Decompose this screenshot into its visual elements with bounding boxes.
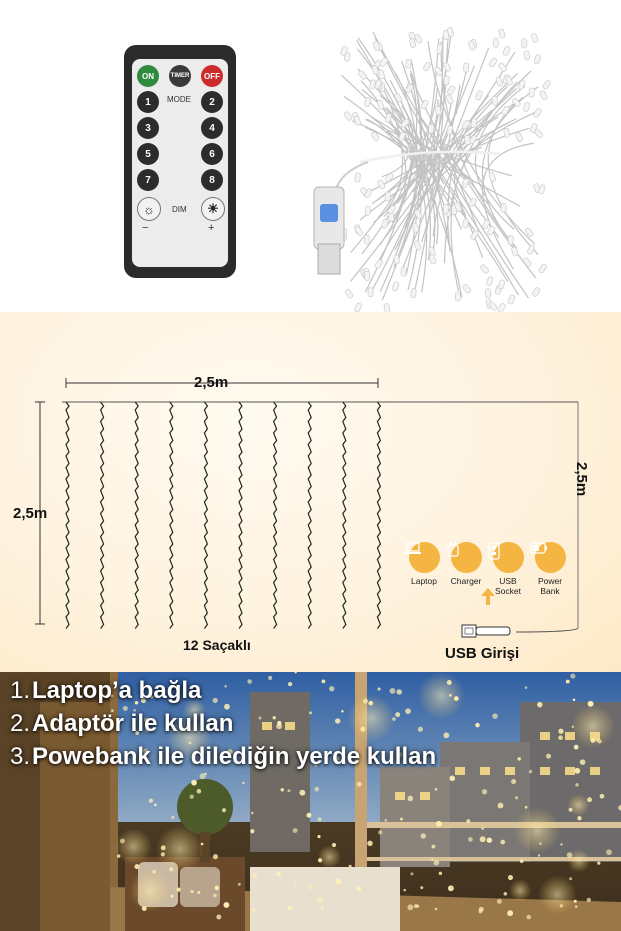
balcony-lifestyle-photo <box>0 672 621 931</box>
laptop-icon <box>409 542 440 573</box>
remote-button-5: 5 <box>137 143 159 165</box>
remote-minus-label: − <box>142 222 149 234</box>
device-label: Laptop <box>411 576 437 586</box>
led-wire-bundle <box>310 22 570 312</box>
step-text: Adaptör ile kullan <box>32 710 234 737</box>
device-label: USB Socket <box>495 576 521 596</box>
remote-control <box>124 45 236 278</box>
device-usb-socket <box>488 542 528 596</box>
power-bank-icon <box>535 542 566 573</box>
step-number: 3. <box>10 743 31 770</box>
usage-step <box>10 677 436 710</box>
remote-button-6: 6 <box>201 143 223 165</box>
sun-icon: ☀ <box>207 201 219 216</box>
remote-plus-label: + <box>208 222 215 234</box>
dimension-diagram <box>0 312 621 672</box>
remote-face <box>132 59 228 267</box>
usb-input-label: USB Girişi <box>445 645 520 662</box>
device-label: Power Bank <box>537 576 563 596</box>
curtain-diagram-svg <box>0 312 621 672</box>
remote-button-3: 3 <box>137 117 159 139</box>
device-label: Charger <box>450 576 482 586</box>
remote-button-7: 7 <box>137 169 159 191</box>
remote-dim-label: DIM <box>172 205 187 214</box>
step-number: 1. <box>10 677 31 704</box>
usage-step <box>10 710 436 743</box>
remote-button-2: 2 <box>201 91 223 113</box>
led-strands <box>66 402 380 629</box>
usage-steps-list <box>10 677 436 776</box>
remote-button-4: 4 <box>201 117 223 139</box>
usb-socket-icon <box>493 542 524 573</box>
device-power-bank <box>530 542 570 596</box>
remote-mode-label: MODE <box>167 95 191 104</box>
usb-plug-icon <box>314 187 344 274</box>
device-charger <box>446 542 486 586</box>
charger-icon <box>451 542 482 573</box>
width-dimension-label: 2,5m <box>194 374 229 391</box>
usb-connector-icon <box>462 625 510 637</box>
step-text: Powebank ile dilediğin yerde kullan <box>32 743 437 770</box>
sun-icon: ☼ <box>143 201 155 217</box>
remote-timer-button: TIMER <box>169 65 191 87</box>
remote-button-1: 1 <box>137 91 159 113</box>
usage-step <box>10 743 436 776</box>
usb-cable-line <box>516 628 578 632</box>
left-height-dimension-label: 2,5m <box>13 505 48 522</box>
step-text: Laptop’a bağla <box>32 677 202 704</box>
fringe-count-label: 12 Saçaklı <box>183 637 251 653</box>
remote-button-8: 8 <box>201 169 223 191</box>
remote-dim-down-button <box>137 197 161 221</box>
product-photo-section <box>0 0 621 312</box>
device-laptop <box>404 542 444 586</box>
remote-off-button: OFF <box>201 65 223 87</box>
step-number: 2. <box>10 710 31 737</box>
remote-dim-up-button <box>201 197 225 221</box>
right-height-dimension-label: 2,5m <box>573 462 590 497</box>
remote-on-button: ON <box>137 65 159 87</box>
